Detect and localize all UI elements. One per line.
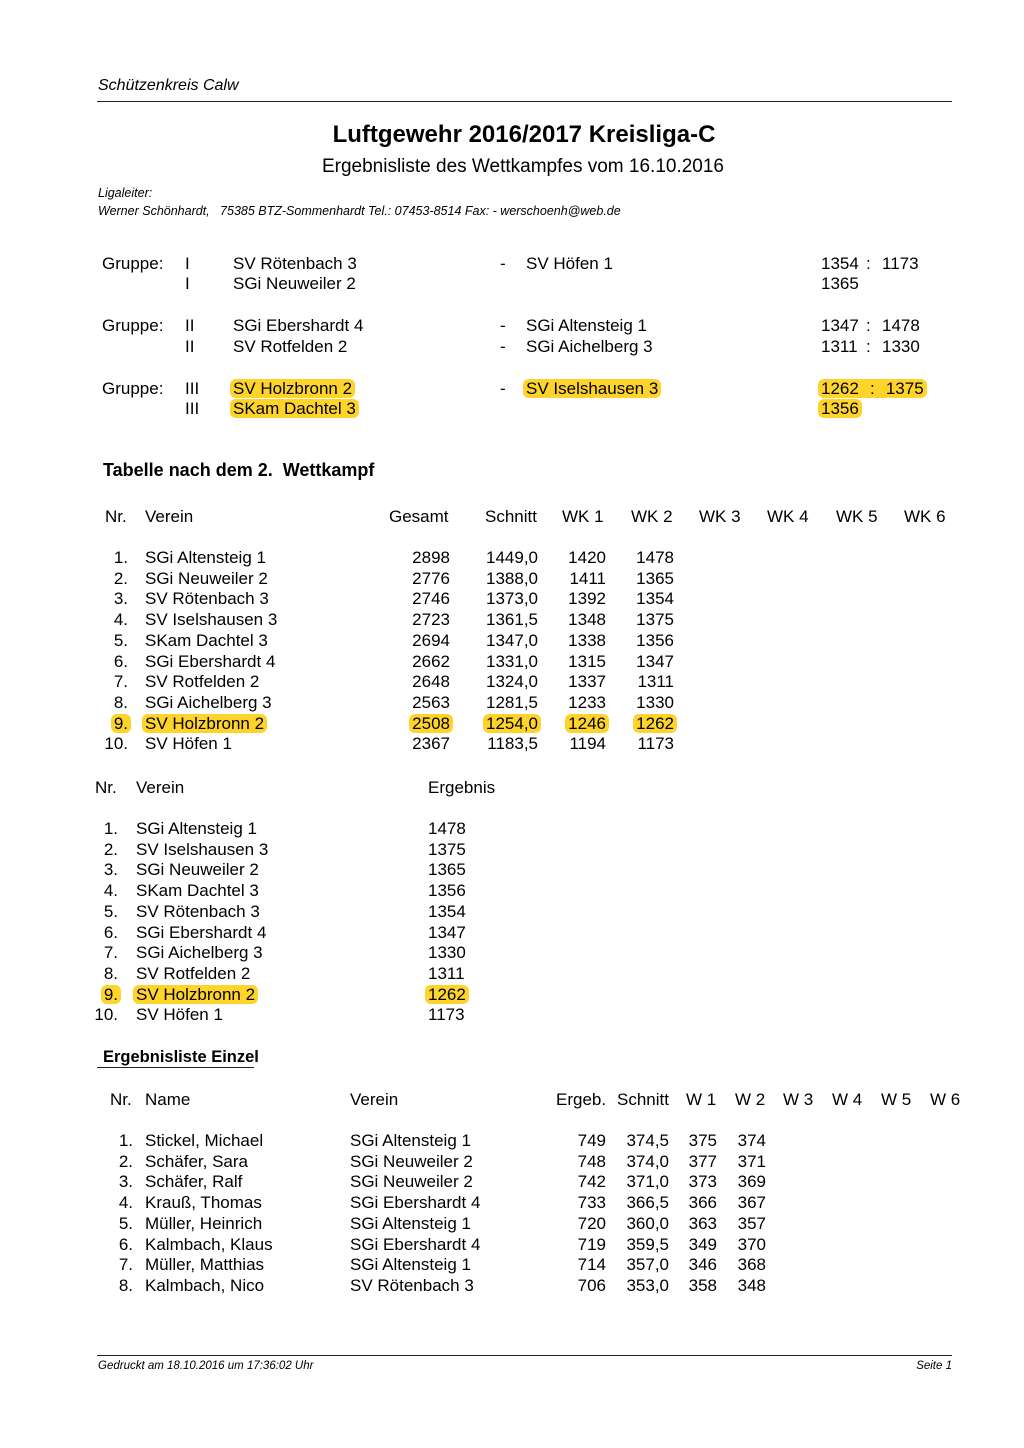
group-number: I bbox=[185, 254, 190, 273]
club-name: SKam Dachtel 3 bbox=[136, 881, 259, 901]
col-w1: W 1 bbox=[686, 1090, 717, 1109]
w2: 357 bbox=[737, 1213, 766, 1233]
score-home: 1365 bbox=[821, 274, 859, 293]
total-highlight: 2508 bbox=[409, 714, 453, 733]
group-number: II bbox=[185, 337, 195, 356]
result: 749 bbox=[577, 1131, 606, 1150]
total: 2662 bbox=[412, 651, 450, 671]
rank: 2. bbox=[113, 568, 128, 588]
einzel-heading-underline bbox=[97, 1067, 254, 1068]
average: 1281,5 bbox=[486, 692, 538, 712]
result: 1173 bbox=[428, 1005, 465, 1025]
wk1: 1233 bbox=[568, 692, 606, 712]
rank: 4. bbox=[118, 1193, 133, 1213]
average: 1449,0 bbox=[486, 548, 538, 567]
col-w6: W 6 bbox=[930, 1090, 961, 1109]
col-wk5: WK 5 bbox=[836, 507, 878, 526]
table-row bbox=[0, 652, 1024, 673]
average: 1347,0 bbox=[486, 630, 538, 650]
club-name bbox=[145, 714, 264, 734]
score-home: 1354 bbox=[821, 254, 859, 273]
col-verein: Verein bbox=[145, 507, 194, 526]
pairing-row bbox=[0, 274, 1024, 295]
total: 2648 bbox=[412, 672, 450, 692]
table-row bbox=[0, 610, 1024, 631]
rank: 8. bbox=[118, 1275, 133, 1295]
table-row bbox=[0, 1172, 1024, 1193]
table-row bbox=[0, 902, 1024, 923]
col-wk3: WK 3 bbox=[699, 507, 741, 526]
col-wk1: WK 1 bbox=[562, 507, 604, 526]
result: 1365 bbox=[428, 860, 466, 880]
rank: 8. bbox=[103, 963, 118, 983]
away-team: SGi Aichelberg 3 bbox=[526, 337, 653, 356]
w1: 366 bbox=[688, 1193, 717, 1213]
away-team: SGi Altensteig 1 bbox=[526, 316, 647, 335]
group-label: Gruppe: bbox=[102, 316, 164, 335]
table-row bbox=[0, 672, 1024, 693]
club-name: SGi Altensteig 1 bbox=[350, 1213, 471, 1233]
club-name: SV Iselshausen 3 bbox=[145, 610, 278, 630]
col-ergeb: Ergeb. bbox=[556, 1090, 607, 1109]
rank: 3. bbox=[103, 860, 118, 880]
w2: 367 bbox=[737, 1193, 766, 1213]
pairing-row bbox=[0, 316, 1024, 337]
group-number: III bbox=[185, 379, 200, 398]
col-w4: W 4 bbox=[832, 1090, 863, 1109]
wk1: 1420 bbox=[568, 548, 606, 567]
pairing-row bbox=[0, 337, 1024, 358]
rank: 7. bbox=[118, 1255, 133, 1275]
col-nr: Nr. bbox=[110, 1090, 132, 1109]
home-team: SV Rötenbach 3 bbox=[233, 254, 357, 273]
club-name: SGi Neuweiler 2 bbox=[350, 1172, 473, 1192]
rank: 5. bbox=[113, 630, 128, 650]
away-team bbox=[526, 379, 658, 399]
printed-date: Gedruckt am 18.10.2016 um 17:36:02 Uhr bbox=[98, 1360, 314, 1372]
table-row bbox=[0, 1152, 1024, 1173]
rank: 2. bbox=[118, 1151, 133, 1171]
club-name: SGi Altensteig 1 bbox=[136, 819, 257, 838]
club-name: SGi Ebershardt 4 bbox=[145, 651, 276, 671]
pairing-dash: - bbox=[500, 316, 506, 335]
einzel-heading: Ergebnisliste Einzel bbox=[103, 1048, 259, 1066]
club-name: SGi Aichelberg 3 bbox=[136, 943, 263, 963]
average: 366,5 bbox=[626, 1193, 669, 1213]
score-box-highlight bbox=[818, 379, 927, 398]
rank: 10. bbox=[104, 734, 128, 754]
group-number: I bbox=[185, 274, 190, 293]
w2: 368 bbox=[737, 1255, 766, 1275]
rank: 8. bbox=[113, 692, 128, 712]
col-wk2: WK 2 bbox=[631, 507, 673, 526]
w1: 363 bbox=[688, 1213, 717, 1233]
wk2: 1375 bbox=[636, 610, 674, 630]
result: 719 bbox=[577, 1234, 606, 1254]
table-row bbox=[0, 819, 1024, 840]
score-away: 1478 bbox=[882, 316, 920, 335]
col-w3: W 3 bbox=[783, 1090, 814, 1109]
table-row bbox=[0, 1235, 1024, 1256]
org-name: Schützenkreis Calw bbox=[98, 77, 239, 94]
home-team-highlight: SKam Dachtel 3 bbox=[230, 399, 359, 418]
table-row bbox=[0, 1255, 1024, 1276]
rank: 5. bbox=[118, 1213, 133, 1233]
club-name: SGi Altensteig 1 bbox=[145, 548, 266, 567]
total: 2776 bbox=[412, 568, 450, 588]
score-home-highlight: 1356 bbox=[818, 399, 862, 418]
results-header bbox=[0, 778, 1024, 799]
table-row bbox=[0, 569, 1024, 590]
club-name: SKam Dachtel 3 bbox=[145, 630, 268, 650]
home-team bbox=[233, 399, 356, 419]
total: 2898 bbox=[412, 548, 450, 567]
col-verein: Verein bbox=[136, 778, 185, 797]
score-home: 1347 bbox=[821, 316, 859, 335]
page-number: Seite 1 bbox=[916, 1360, 952, 1372]
table-row bbox=[0, 734, 1024, 755]
average: 371,0 bbox=[626, 1172, 669, 1192]
table-row bbox=[0, 1276, 1024, 1297]
table-row bbox=[0, 693, 1024, 714]
page-title: Luftgewehr 2016/2017 Kreisliga-C bbox=[332, 121, 716, 148]
result: 742 bbox=[577, 1172, 606, 1192]
average: 353,0 bbox=[626, 1275, 669, 1295]
total: 2694 bbox=[412, 630, 450, 650]
einzel-header bbox=[0, 1090, 1024, 1111]
average bbox=[460, 714, 538, 734]
w2: 374 bbox=[737, 1131, 766, 1150]
club-name bbox=[136, 985, 255, 1005]
page-subtitle: Ergebnisliste des Wettkampfes vom 16.10.2016 bbox=[321, 156, 725, 177]
average: 1388,0 bbox=[486, 568, 538, 588]
score-colon: : bbox=[866, 254, 871, 273]
pairing-row bbox=[0, 399, 1024, 420]
table-row bbox=[0, 840, 1024, 861]
club-name: SV Iselshausen 3 bbox=[136, 839, 269, 859]
away-team: SV Höfen 1 bbox=[526, 254, 613, 273]
club-name: SV Höfen 1 bbox=[145, 734, 232, 754]
average: 359,5 bbox=[626, 1234, 669, 1254]
score-home: 1311 bbox=[821, 337, 858, 356]
result: 1330 bbox=[428, 943, 466, 963]
table-row bbox=[0, 589, 1024, 610]
club-name: SV Rotfelden 2 bbox=[136, 963, 251, 983]
w1: 349 bbox=[688, 1234, 717, 1254]
wk1-highlight: 1246 bbox=[565, 714, 609, 733]
col-schnitt: Schnitt bbox=[617, 1090, 669, 1109]
club-name: SV Höfen 1 bbox=[136, 1005, 223, 1025]
shooter-name: Schäfer, Sara bbox=[145, 1151, 249, 1171]
club-name: SGi Altensteig 1 bbox=[350, 1255, 471, 1275]
rank: 4. bbox=[113, 610, 128, 630]
table-row bbox=[0, 943, 1024, 964]
result: 720 bbox=[577, 1213, 606, 1233]
rank: 5. bbox=[103, 901, 118, 921]
wk1 bbox=[550, 714, 606, 734]
total: 2746 bbox=[412, 589, 450, 609]
footer-rule bbox=[97, 1355, 952, 1356]
group-number: III bbox=[185, 399, 200, 418]
wk2: 1478 bbox=[636, 548, 674, 567]
table-row bbox=[0, 964, 1024, 985]
table-row bbox=[0, 714, 1024, 735]
club-name: SGi Aichelberg 3 bbox=[145, 692, 272, 712]
table-row bbox=[0, 923, 1024, 944]
wk1: 1348 bbox=[568, 610, 606, 630]
score-home bbox=[821, 399, 859, 419]
wk2: 1365 bbox=[636, 568, 674, 588]
score-box bbox=[821, 379, 924, 399]
result: 706 bbox=[577, 1275, 606, 1295]
home-team: SGi Ebershardt 4 bbox=[233, 316, 364, 335]
rank bbox=[90, 714, 128, 734]
result: 1356 bbox=[428, 881, 466, 901]
table-row bbox=[0, 860, 1024, 881]
rank: 6. bbox=[113, 651, 128, 671]
w1: 358 bbox=[688, 1275, 717, 1295]
club-name: SV Rötenbach 3 bbox=[136, 901, 260, 921]
pairing-row bbox=[0, 379, 1024, 400]
table-row bbox=[0, 1214, 1024, 1235]
col-nr: Nr. bbox=[95, 778, 117, 797]
rank: 3. bbox=[113, 589, 128, 609]
table-row bbox=[0, 631, 1024, 652]
shooter-name: Krauß, Thomas bbox=[145, 1193, 262, 1213]
result: 748 bbox=[577, 1151, 606, 1171]
ligaleiter-label: Ligaleiter: bbox=[98, 186, 153, 200]
table-row bbox=[0, 881, 1024, 902]
rank-highlight: 9. bbox=[111, 714, 131, 733]
wk1: 1338 bbox=[568, 630, 606, 650]
rank: 3. bbox=[118, 1172, 133, 1192]
average: 1324,0 bbox=[486, 672, 538, 692]
rank: 6. bbox=[103, 922, 118, 942]
wk2: 1311 bbox=[637, 672, 674, 692]
col-schnitt: Schnitt bbox=[485, 507, 537, 526]
club-name: SGi Neuweiler 2 bbox=[136, 860, 259, 880]
pairing-dash: - bbox=[500, 337, 506, 356]
shooter-name: Müller, Heinrich bbox=[145, 1213, 263, 1233]
score-colon: : bbox=[869, 379, 875, 398]
ligaleiter-info: Werner Schönhardt, 75385 BTZ-Sommenhardt Tel.: 07453-8514 Fax: - werschoenh@web.de bbox=[98, 204, 621, 218]
shooter-name: Kalmbach, Nico bbox=[145, 1275, 265, 1295]
rank: 6. bbox=[118, 1234, 133, 1254]
average: 1183,5 bbox=[487, 734, 538, 754]
standings-header bbox=[0, 507, 1024, 528]
shooter-name: Kalmbach, Klaus bbox=[145, 1234, 273, 1254]
wk2: 1354 bbox=[636, 589, 674, 609]
score-away: 1173 bbox=[882, 254, 919, 273]
home-team-highlight: SV Holzbronn 2 bbox=[230, 379, 355, 398]
club-name-highlight: SV Holzbronn 2 bbox=[133, 985, 258, 1004]
w1: 373 bbox=[688, 1172, 717, 1192]
rank: 7. bbox=[113, 672, 128, 692]
group-label: Gruppe: bbox=[102, 254, 164, 273]
score-away: 1375 bbox=[885, 379, 924, 398]
rank: 2. bbox=[103, 839, 118, 859]
average: 374,0 bbox=[626, 1151, 669, 1171]
club-name: SGi Ebershardt 4 bbox=[350, 1193, 481, 1213]
score-colon: : bbox=[866, 337, 871, 356]
result bbox=[428, 985, 466, 1005]
home-team: SV Rotfelden 2 bbox=[233, 337, 348, 356]
result: 714 bbox=[577, 1255, 606, 1275]
club-name-highlight: SV Holzbronn 2 bbox=[142, 714, 267, 733]
rank: 1. bbox=[118, 1131, 133, 1150]
result: 1311 bbox=[428, 963, 465, 983]
w1: 375 bbox=[688, 1131, 717, 1150]
result: 1375 bbox=[428, 839, 466, 859]
group-number: II bbox=[185, 316, 195, 335]
group-label: Gruppe: bbox=[102, 379, 164, 398]
shooter-name: Schäfer, Ralf bbox=[145, 1172, 243, 1192]
table-row bbox=[0, 1131, 1024, 1152]
wk1: 1194 bbox=[569, 734, 606, 754]
w1: 377 bbox=[688, 1151, 717, 1171]
wk1: 1315 bbox=[568, 651, 606, 671]
rank: 4. bbox=[103, 881, 118, 901]
club-name: SV Rötenbach 3 bbox=[350, 1275, 474, 1295]
header-rule bbox=[97, 101, 952, 102]
total: 2563 bbox=[412, 692, 450, 712]
table-row bbox=[0, 1005, 1024, 1026]
pairing-dash: - bbox=[500, 379, 506, 398]
total bbox=[380, 714, 450, 734]
average: 1331,0 bbox=[486, 651, 538, 671]
score-home: 1262 bbox=[821, 379, 859, 398]
shooter-name: Müller, Matthias bbox=[145, 1255, 265, 1275]
col-wk6: WK 6 bbox=[904, 507, 946, 526]
table-row bbox=[0, 985, 1024, 1006]
result: 1354 bbox=[428, 901, 466, 921]
col-nr: Nr. bbox=[105, 507, 127, 526]
table-row bbox=[0, 548, 1024, 569]
col-w5: W 5 bbox=[881, 1090, 912, 1109]
average: 360,0 bbox=[626, 1213, 669, 1233]
club-name: SGi Neuweiler 2 bbox=[350, 1151, 473, 1171]
total: 2367 bbox=[412, 734, 450, 754]
result: 1347 bbox=[428, 922, 466, 942]
pairing-dash: - bbox=[500, 254, 506, 273]
wk1: 1337 bbox=[568, 672, 606, 692]
rank: 1. bbox=[113, 548, 128, 567]
club-name: SGi Neuweiler 2 bbox=[145, 568, 268, 588]
average: 357,0 bbox=[626, 1255, 669, 1275]
wk2-highlight: 1262 bbox=[633, 714, 677, 733]
w2: 348 bbox=[737, 1275, 766, 1295]
w2: 370 bbox=[737, 1234, 766, 1254]
shooter-name: Stickel, Michael bbox=[145, 1131, 264, 1150]
col-wk4: WK 4 bbox=[767, 507, 809, 526]
wk2: 1330 bbox=[636, 692, 674, 712]
pairing-row bbox=[0, 254, 1024, 275]
club-name: SGi Altensteig 1 bbox=[350, 1131, 471, 1150]
club-name: SV Rotfelden 2 bbox=[145, 672, 260, 692]
away-team-highlight: SV Iselshausen 3 bbox=[523, 379, 661, 398]
rank: 10. bbox=[94, 1005, 118, 1025]
club-name: SV Rötenbach 3 bbox=[145, 589, 269, 609]
average: 1373,0 bbox=[486, 589, 538, 609]
home-team bbox=[233, 379, 352, 399]
table-heading: Tabelle nach dem 2. Wettkampf bbox=[103, 460, 375, 480]
col-verein: Verein bbox=[350, 1090, 399, 1109]
score-colon: : bbox=[866, 316, 871, 335]
rank-highlight: 9. bbox=[101, 985, 121, 1004]
result: 733 bbox=[577, 1193, 606, 1213]
wk1: 1392 bbox=[568, 589, 606, 609]
w1: 346 bbox=[688, 1255, 717, 1275]
table-row bbox=[0, 1193, 1024, 1214]
total: 2723 bbox=[412, 610, 450, 630]
col-w2: W 2 bbox=[735, 1090, 766, 1109]
rank bbox=[80, 985, 118, 1005]
home-team: SGi Neuweiler 2 bbox=[233, 274, 356, 293]
wk1: 1411 bbox=[569, 568, 606, 588]
result: 1478 bbox=[428, 819, 466, 838]
average: 374,5 bbox=[626, 1131, 669, 1150]
average-highlight: 1254,0 bbox=[483, 714, 541, 733]
col-ergebnis: Ergebnis bbox=[428, 778, 496, 797]
rank: 7. bbox=[103, 943, 118, 963]
club-name: SGi Ebershardt 4 bbox=[136, 922, 267, 942]
result-highlight: 1262 bbox=[425, 985, 469, 1004]
col-gesamt: Gesamt bbox=[389, 507, 449, 526]
average: 1361,5 bbox=[486, 610, 538, 630]
col-name: Name bbox=[145, 1090, 191, 1109]
rank: 1. bbox=[103, 819, 118, 838]
score-away: 1330 bbox=[882, 337, 920, 356]
wk2: 1356 bbox=[636, 630, 674, 650]
w2: 369 bbox=[737, 1172, 766, 1192]
w2: 371 bbox=[737, 1151, 766, 1171]
wk2 bbox=[618, 714, 674, 734]
wk2: 1173 bbox=[637, 734, 674, 754]
club-name: SGi Ebershardt 4 bbox=[350, 1234, 481, 1254]
wk2: 1347 bbox=[636, 651, 674, 671]
